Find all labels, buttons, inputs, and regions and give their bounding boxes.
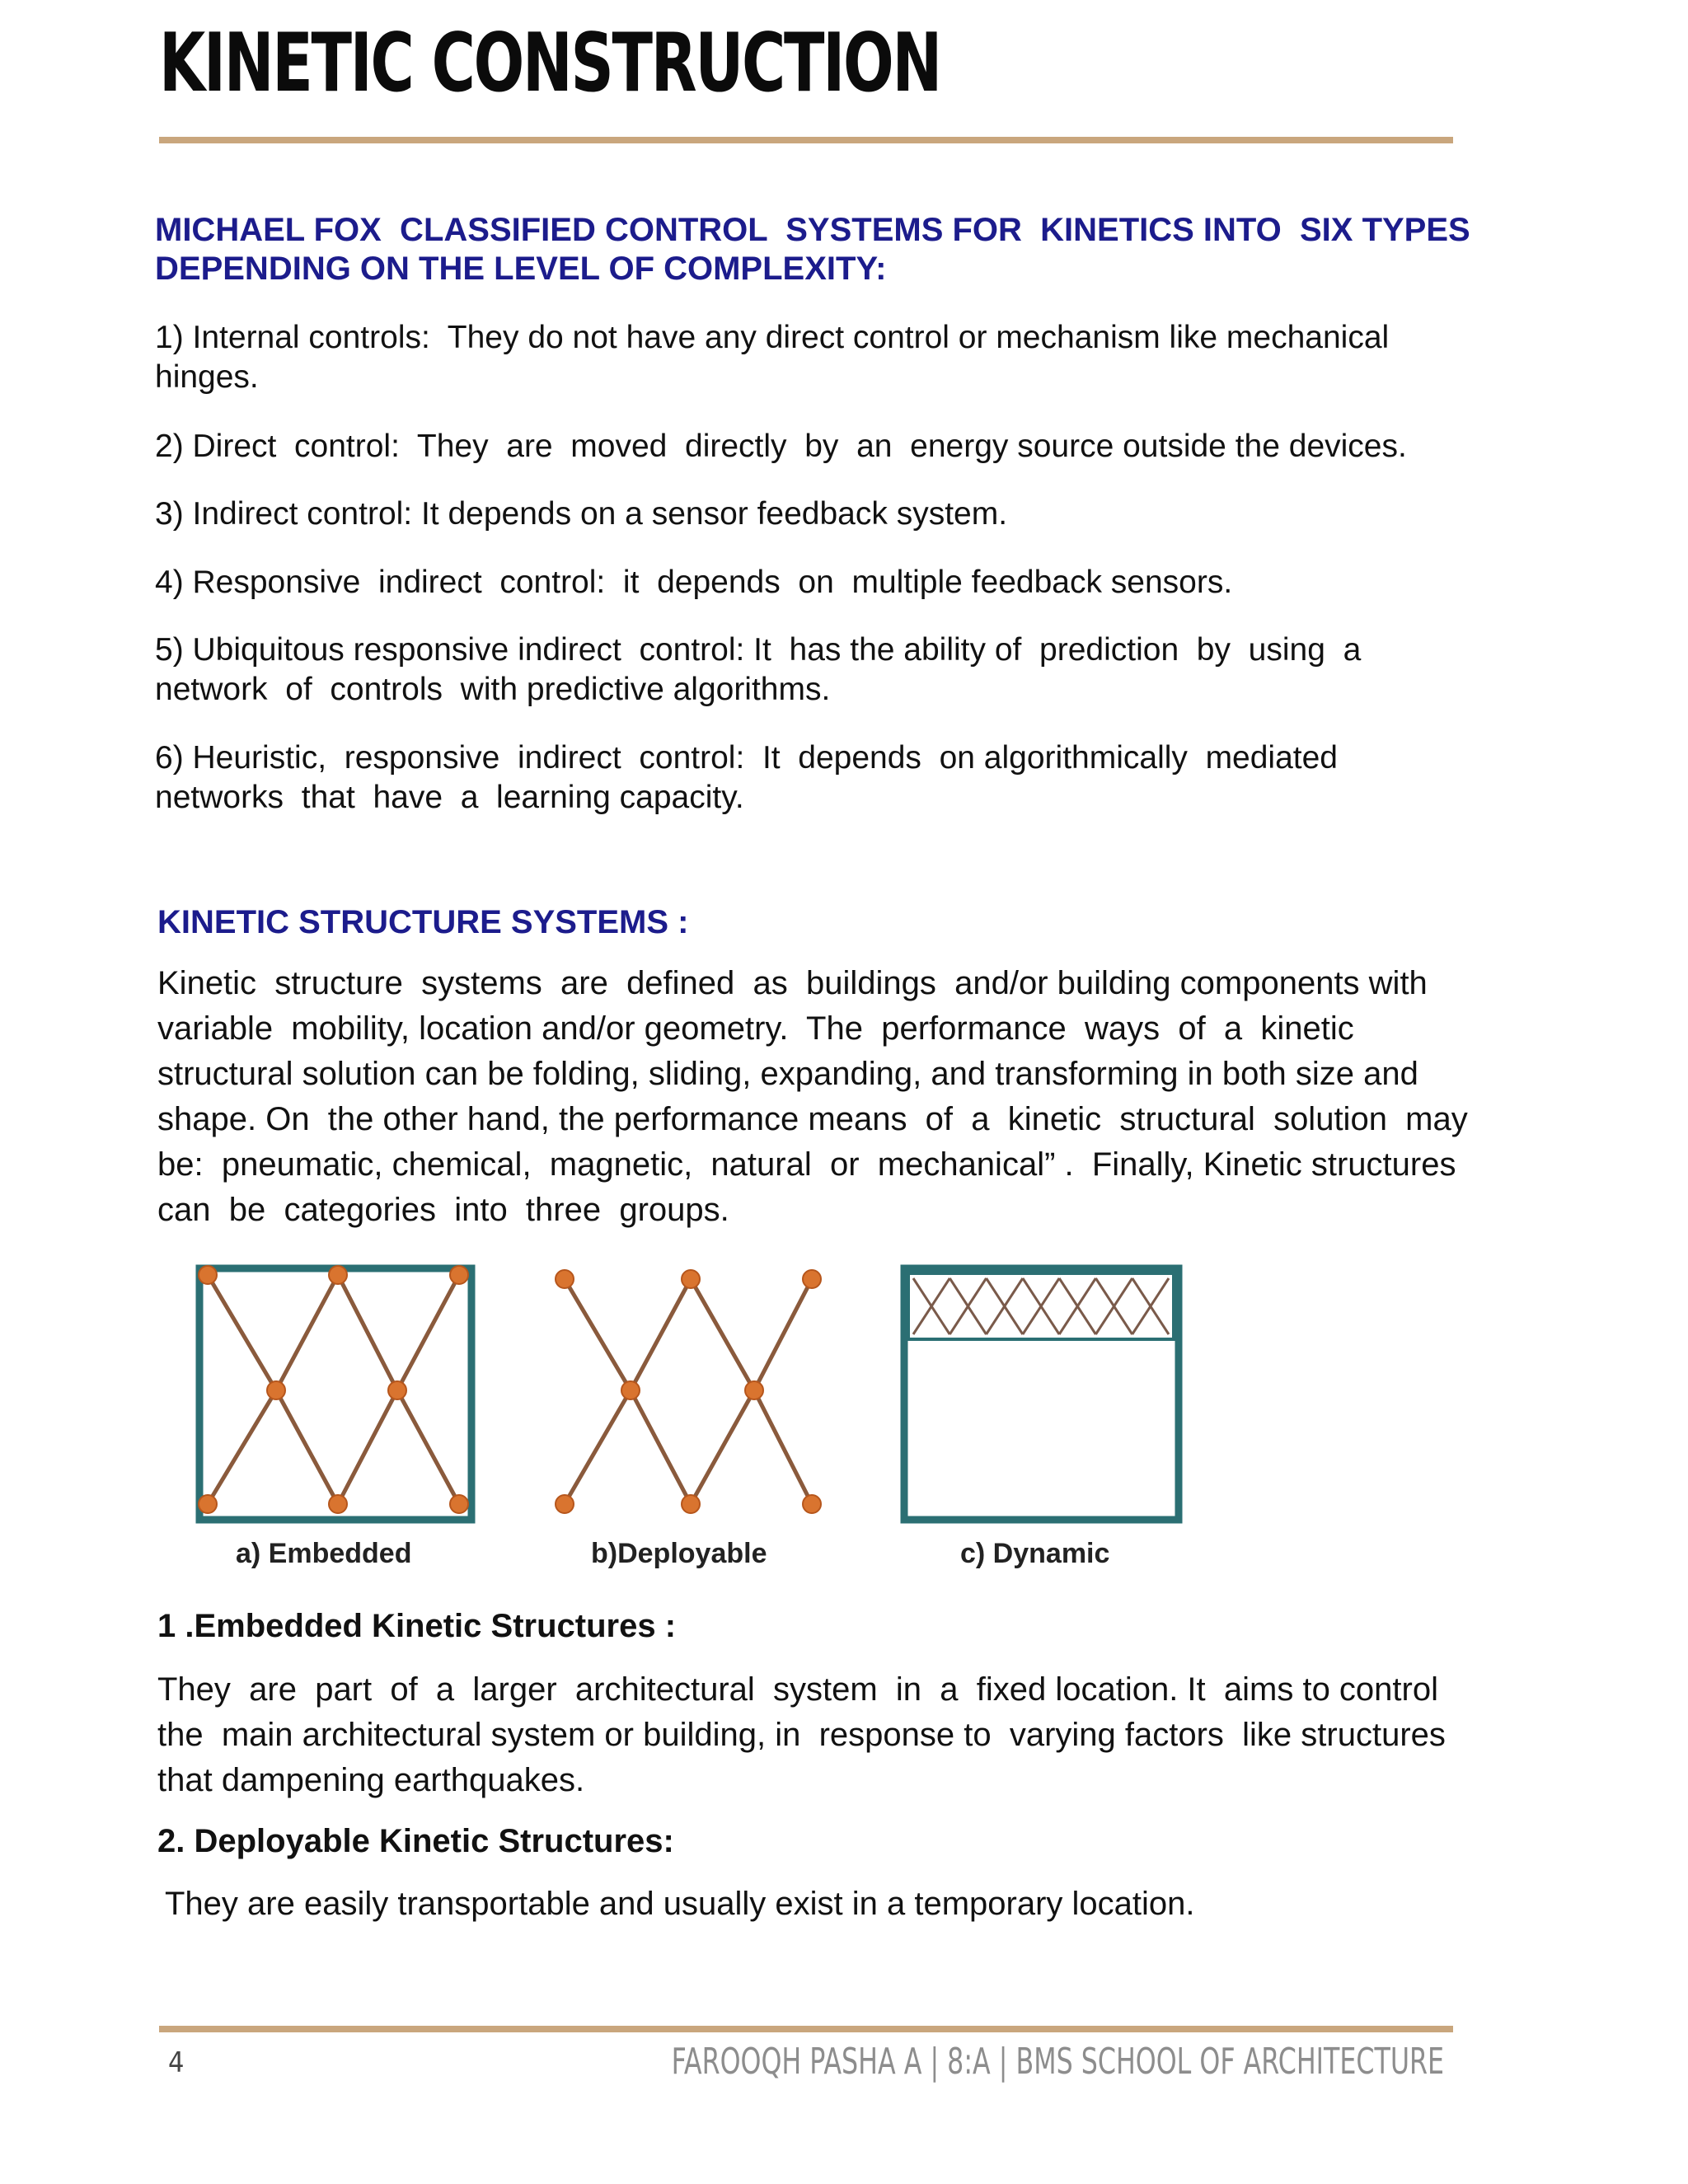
control-item-6 [155,738,1338,818]
control-item-line: 4) Responsive indirect control: it depends on multiple feedback sensors. [155,565,1233,600]
page-number: 4 [168,2046,185,2079]
page-title: KINETIC CONSTRUCTION [159,16,940,110]
control-item-line: 2) Direct control: They are moved directly by an energy source outside the devices. [155,429,1407,464]
joint [329,1266,347,1284]
caption-embedded: a) Embedded [236,1538,412,1569]
control-item-line: networks that have a learning capacity. [155,780,744,815]
joint [199,1266,217,1284]
control-item-line: network of controls with predictive algorithms. [155,672,831,707]
control-systems-heading [155,211,1470,288]
strut [276,1275,338,1390]
deployable-structure-diagram [556,1270,821,1513]
embedded-heading: 1 .Embedded Kinetic Structures : [157,1608,677,1644]
caption-dynamic: c) Dynamic [960,1538,1110,1569]
joint [745,1381,763,1399]
joint [803,1270,821,1288]
paragraph-line: They are part of a larger architectural system in a fixed location. It aims to control [157,1671,1438,1708]
joint [450,1495,468,1513]
strut [565,1279,631,1390]
control-item-5 [155,630,1361,710]
control-item-line: 3) Indirect control: It depends on a sensor feedback system. [155,496,1008,532]
structure-systems-paragraph [157,961,1468,1233]
strut [631,1390,691,1504]
strut [276,1390,338,1504]
joint [199,1495,217,1513]
strut [754,1279,812,1390]
strut [631,1279,691,1390]
joint [556,1270,574,1288]
dynamic-structure-diagram [904,1268,1179,1520]
embedded-paragraph [157,1667,1446,1803]
joint [682,1270,700,1288]
strut [754,1390,812,1504]
paragraph-line: structural solution can be folding, sliding, expanding, and transforming in both size and [157,1056,1418,1092]
deployable-heading: 2. Deployable Kinetic Structures: [157,1823,674,1859]
joint [621,1381,640,1399]
strut [397,1275,459,1390]
joint [803,1495,821,1513]
strut [338,1390,397,1504]
joint [329,1495,347,1513]
embedded-structure-diagram [199,1266,471,1520]
paragraph-line: Kinetic structure systems are defined as buildings and/or building components with [157,965,1428,1001]
strut [691,1279,754,1390]
strut [565,1390,631,1504]
control-item-2 [155,427,1407,466]
paragraph-line: can be categories into three groups. [157,1192,729,1228]
joint [682,1495,700,1513]
paragraph-line: variable mobility, location and/or geometry. The performance ways of a kinetic [157,1010,1354,1047]
frame [199,1268,471,1520]
joint [556,1495,574,1513]
strut [338,1275,397,1390]
strut [208,1275,276,1390]
header-divider [159,137,1453,143]
control-item-3 [155,494,1007,534]
strut [208,1390,276,1504]
control-item-line: hinges. [155,359,259,395]
deployable-paragraph: They are easily transportable and usually exist in a temporary location. [165,1886,1195,1922]
control-systems-heading-line1: MICHAEL FOX CLASSIFIED CONTROL SYSTEMS FOR KINETICS INTO SIX TYPES [155,212,1470,248]
caption-deployable: b)Deployable [591,1538,767,1569]
control-item-4 [155,563,1232,602]
joint [388,1381,406,1399]
control-item-line: 6) Heuristic, responsive indirect control: It depends on algorithmically mediated [155,740,1339,776]
structure-systems-heading: KINETIC STRUCTURE SYSTEMS : [157,904,689,940]
paragraph-line: be: pneumatic, chemical, magnetic, natural or mechanical” . Finally, Kinetic structures [157,1146,1456,1183]
paragraph-line: shape. On the other hand, the performance means of a kinetic structural solution may [157,1101,1468,1137]
joint [267,1381,285,1399]
strut [397,1390,459,1504]
control-item-1 [155,318,1389,397]
control-item-line: 5) Ubiquitous responsive indirect control: It has the ability of prediction by using a [155,632,1362,668]
control-systems-heading-line2: DEPENDING ON THE LEVEL OF COMPLEXITY: [155,251,887,287]
footer-divider [159,2026,1453,2032]
joint [450,1266,468,1284]
footer-credit: FAROOQH PASHA A | 8:A | BMS SCHOOL OF ARCHITECTURE [671,2041,1444,2083]
paragraph-line: the main architectural system or building, in response to varying factors like structures [157,1717,1446,1753]
paragraph-line: that dampening earthquakes. [157,1762,585,1798]
control-item-line: 1) Internal controls: They do not have any direct control or mechanism like mechanical [155,320,1390,355]
strut [691,1390,754,1504]
